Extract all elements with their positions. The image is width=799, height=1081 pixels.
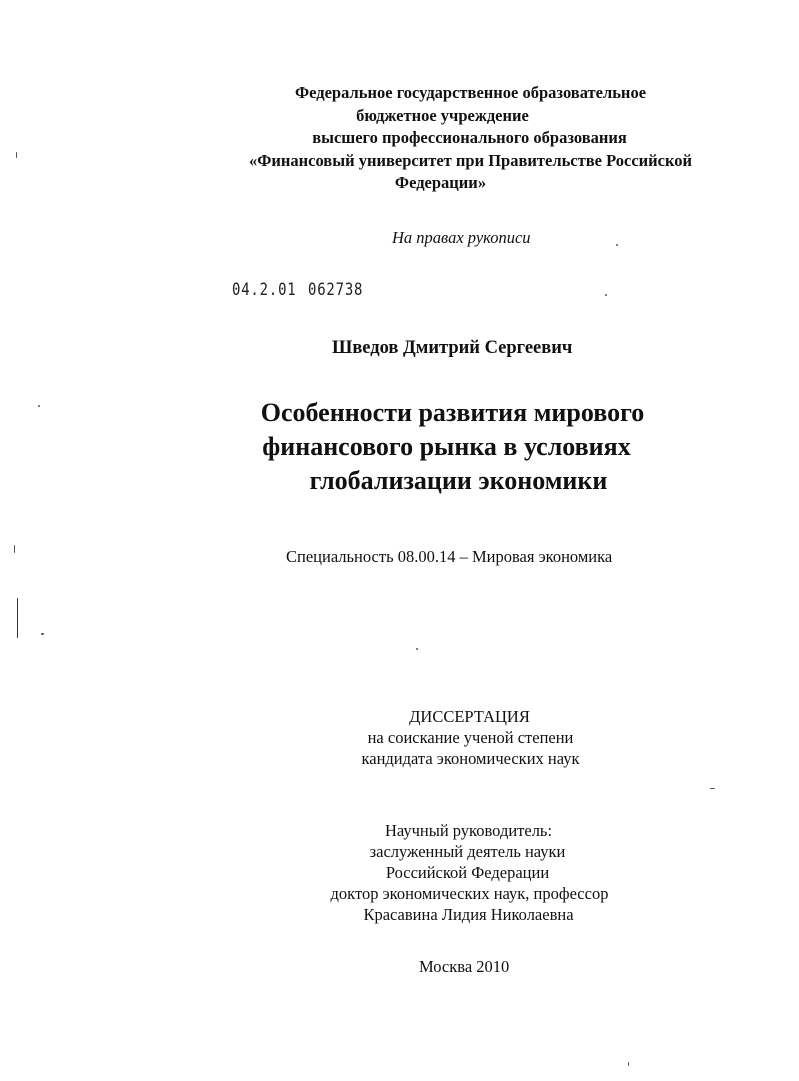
city-year: Москва 2010: [419, 957, 510, 976]
title-line: глобализации экономики: [309, 466, 608, 495]
degree-line: ДИССЕРТАЦИЯ: [409, 707, 530, 726]
scan-speck: [16, 152, 17, 158]
advisor-line: Научный руководитель:: [384, 821, 553, 840]
scan-speck: [416, 648, 418, 650]
scan-mark: [17, 598, 18, 638]
scientific-advisor: [0, 820, 799, 925]
advisor-line: Российской Федерации: [385, 863, 550, 882]
scan-speck: [616, 244, 618, 246]
advisor-line: заслуженный деятель науки: [369, 842, 566, 861]
degree-statement: [0, 706, 799, 769]
scan-speck: [605, 294, 607, 296]
institution-line: высшего профессионального образования: [312, 128, 627, 147]
stamp-part-2: 062738: [307, 280, 364, 300]
author-name: Шведов Дмитрий Сергеевич: [332, 338, 573, 358]
manuscript-note: На правах рукописи: [392, 228, 531, 247]
dissertation-title: [0, 396, 799, 498]
registration-stamp: [232, 280, 363, 300]
institution-line: бюджетное учреждение: [356, 105, 529, 125]
title-line: Особенности развития мирового: [260, 398, 645, 427]
degree-line: кандидата экономических наук: [361, 749, 580, 768]
scan-speck: [41, 633, 44, 635]
institution-line: «Финансовый университет при Правительстве Российской: [248, 150, 693, 170]
title-line: финансового рынка в условиях: [262, 432, 631, 461]
institution-header: [0, 82, 799, 195]
scan-speck: [14, 545, 15, 553]
institution-line: Федеральное государственное образовательное: [294, 83, 647, 102]
institution-line: Федерации»: [394, 173, 487, 192]
scan-speck: [710, 788, 715, 789]
advisor-line: Красавина Лидия Николаевна: [363, 905, 574, 924]
scan-speck: [38, 405, 40, 407]
degree-line: на соискание ученой степени: [367, 728, 574, 747]
scan-speck: [628, 1062, 629, 1066]
advisor-line: доктор экономических наук, профессор: [330, 884, 609, 903]
specialty: Специальность 08.00.14 – Мировая экономика: [286, 547, 613, 566]
stamp-part-1: 04.2.01: [232, 280, 297, 300]
